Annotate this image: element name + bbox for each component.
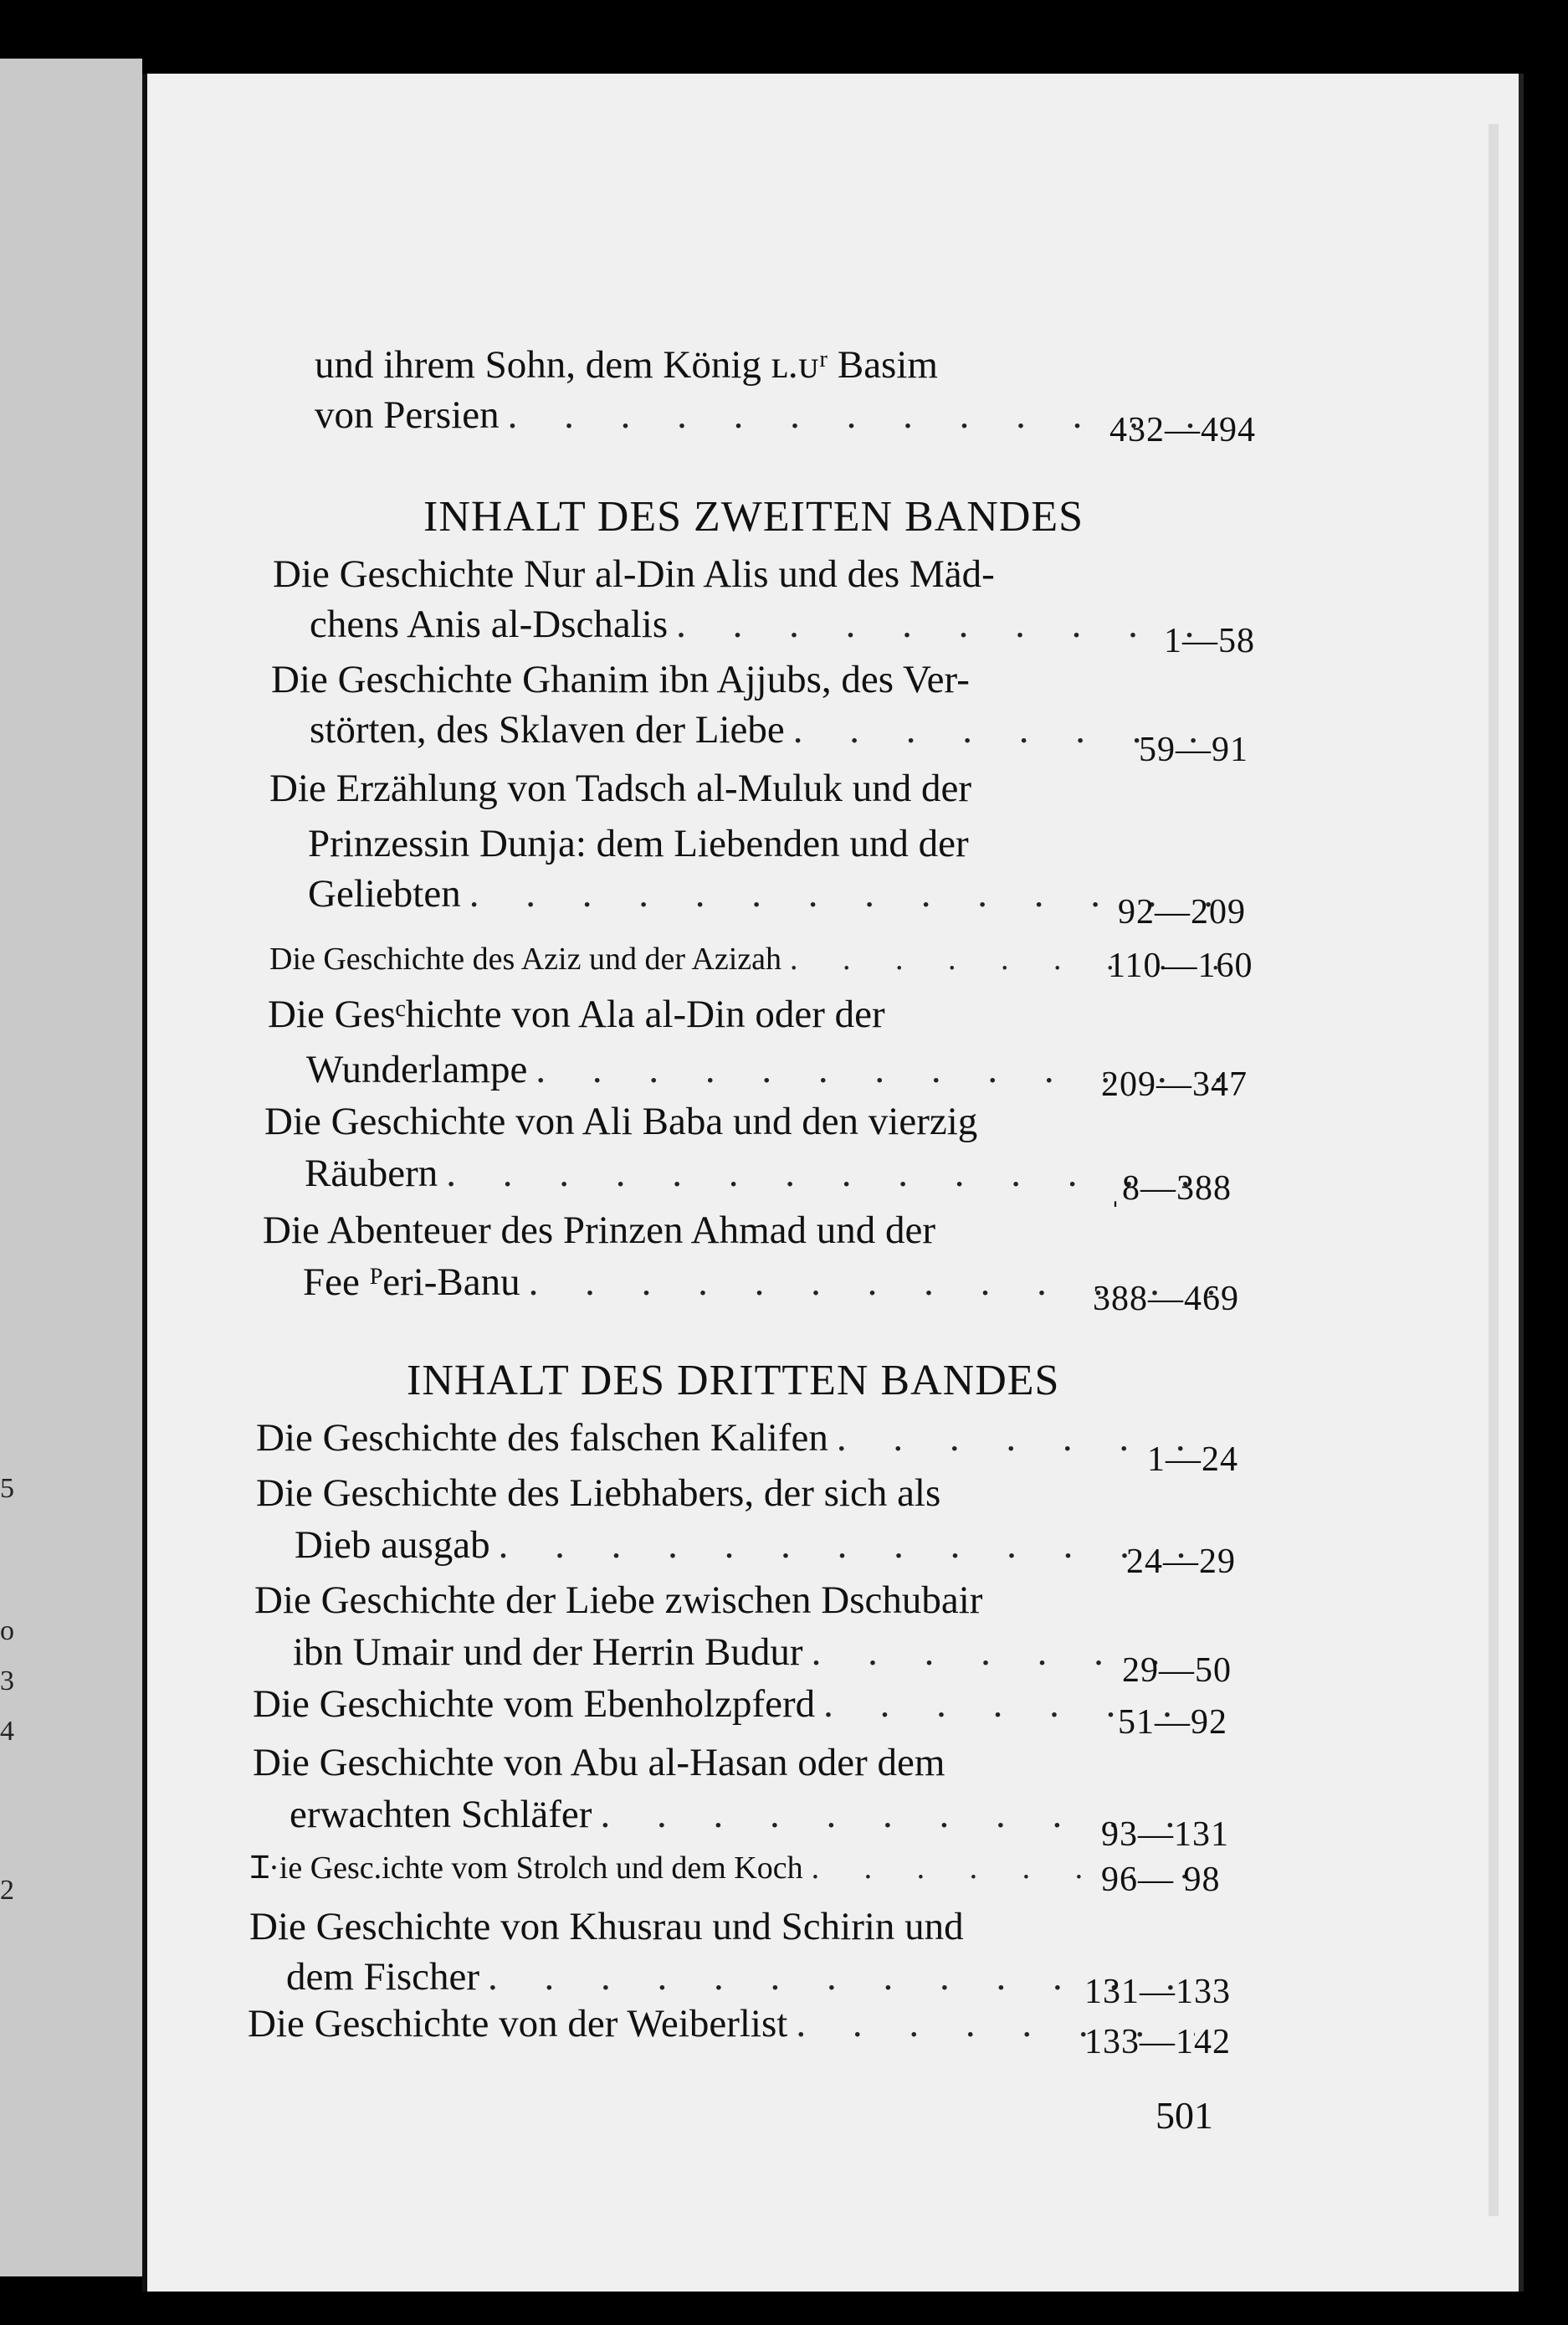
ink-blot: ʟ.ᴜʳ	[771, 343, 828, 387]
toc-line: Die Geschichte Ghanim ibn Ajjubs, des Ver-	[271, 658, 970, 701]
left-mark: o	[0, 1615, 14, 1646]
left-mark: 4	[0, 1716, 14, 1747]
page-range: 432—494	[1109, 411, 1256, 449]
section-heading: INHALT DES ZWEITEN BANDES	[423, 493, 1084, 541]
toc-line: störten, des Sklaven der Liebe . . .	[310, 705, 1248, 755]
section-heading: INHALT DES DRITTEN BANDES	[407, 1357, 1060, 1404]
left-mark: 3	[0, 1665, 14, 1696]
left-page-edge	[0, 59, 142, 2276]
left-mark: 2	[0, 1875, 14, 1906]
table-of-contents	[147, 74, 1524, 2292]
toc-line: Die Geschichte von Abu al-Hasan oder dem	[253, 1741, 945, 1784]
leader-dots	[837, 1413, 1195, 1463]
leader-dots	[469, 869, 1230, 919]
page-range: 133—142	[1084, 2023, 1231, 2061]
toc-line: Die Geschichte der Liebe zwischen Dschubair	[254, 1578, 983, 1622]
page-range: 92—209	[1118, 893, 1246, 932]
toc-line: Wunderlampe . . .	[306, 1044, 1245, 1095]
page-range: 388—469	[1093, 1280, 1239, 1318]
toc-line: Die Abenteuer des Prinzen Ahmad und der	[263, 1209, 936, 1252]
toc-line: und ihrem Sohn, dem König ʟ.ᴜʳ Basim	[315, 343, 938, 387]
page-range: 29—50	[1122, 1651, 1232, 1690]
page-range: 1—58	[1164, 622, 1255, 660]
toc-line: Die Geschichte von der Weiberlist . . .	[248, 1999, 1210, 2049]
toc-line: Die Geschichte von Khusrau und Schirin und	[249, 1905, 964, 1948]
toc-line: Prinzessin Dunja: dem Liebenden und der	[308, 822, 969, 865]
toc-line: Räubern . . .	[305, 1148, 1245, 1198]
toc-line: Die Geschichte des Aziz und der Azizah . . .	[269, 934, 1245, 984]
page-range: 1—24	[1147, 1440, 1238, 1479]
toc-line: Fee ᴾeri-Banu . . .	[303, 1257, 1245, 1307]
toc-line: dem Fischer . . .	[286, 1952, 1210, 2002]
toc-line: Ɪ·ie Gesc.ichte vom Strolch und dem Koch . . .	[251, 1843, 1210, 1893]
page-range: 96— 98	[1101, 1861, 1221, 1899]
leader-dots	[676, 599, 1232, 649]
left-page-margin-marks	[0, 59, 17, 2276]
toc-line: Die Gesᶜhichte von Ala al-Din oder der	[268, 993, 885, 1036]
toc-line: chens Anis al-Dschalis . . .	[310, 599, 1248, 649]
book-page	[142, 74, 1524, 2292]
page-range: 93—131	[1101, 1815, 1229, 1854]
toc-line: erwachten Schläfer . . .	[290, 1789, 1210, 1840]
page-range: 209—347	[1101, 1065, 1248, 1104]
page-range: 24—29	[1126, 1542, 1236, 1581]
toc-line: Die Geschichte vom Ebenholzpferd . . .	[253, 1679, 1210, 1729]
leader-dots	[499, 1520, 1195, 1570]
toc-line: Dieb ausgab . . .	[295, 1520, 1210, 1570]
page-range: 131—133	[1084, 1973, 1231, 2011]
toc-line: Die Erzählung von Tadsch al-Muluk und der	[269, 767, 972, 810]
toc-line: von Persien . . .	[315, 390, 1248, 440]
page-range: 110—160	[1108, 947, 1253, 985]
toc-line: ibn Umair und der Herrin Budur . . .	[293, 1627, 1210, 1677]
page-range: ˌ8—388	[1109, 1169, 1232, 1208]
page-range: 59—91	[1139, 731, 1248, 769]
left-mark: 5	[0, 1473, 14, 1504]
toc-line: Die Geschichte von Ali Baba und den vierzig	[264, 1100, 978, 1143]
page-number: 501	[1156, 2094, 1213, 2137]
toc-line: Geliebten . . .	[308, 869, 1245, 919]
toc-line: Die Geschichte Nur al-Din Alis und des Mäd-	[273, 552, 995, 596]
toc-line: Die Geschichte des Liebhabers, der sich als	[256, 1471, 941, 1515]
toc-line: Die Geschichte des falschen Kalifen . . .	[256, 1413, 1210, 1463]
page-range: 51—92	[1118, 1703, 1227, 1742]
